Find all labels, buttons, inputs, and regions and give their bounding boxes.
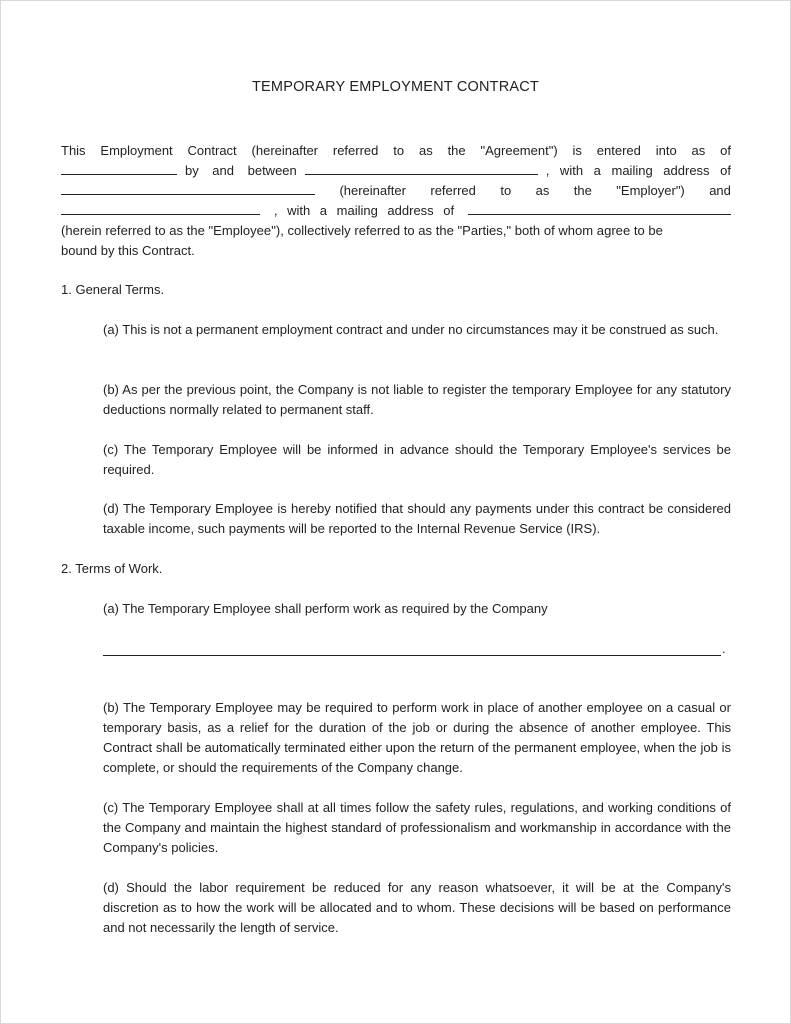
intro-line-3 bbox=[61, 181, 731, 201]
clause-2a: (a) The Temporary Employee shall perform work as required by the Company bbox=[103, 601, 548, 616]
work-description-period: . bbox=[722, 641, 726, 656]
intro-text: , with a mailing address of bbox=[545, 163, 731, 178]
intro-word: as bbox=[691, 143, 706, 158]
intro-word: the bbox=[447, 143, 466, 158]
intro-text: (herein referred to as the "Employee"), collectively referred to as the "Parties," both of whom agree to be bbox=[61, 223, 663, 238]
intro-word: and bbox=[709, 183, 731, 198]
intro-word: "Agreement") bbox=[480, 143, 558, 158]
clause-1d: (d) The Temporary Employee is hereby notified that should any payments under this contract be considered taxable income, such payments will be reported to the Internal Revenue Service (IRS). bbox=[103, 501, 731, 536]
employee-name-blank[interactable] bbox=[61, 201, 260, 215]
document-title: TEMPORARY EMPLOYMENT CONTRACT bbox=[252, 79, 539, 95]
section-heading-general-terms: 1. General Terms. bbox=[61, 282, 165, 297]
intro-line-6: bound by this Contract. bbox=[61, 243, 195, 258]
intro-word: referred bbox=[430, 183, 476, 198]
clause-2d: (d) Should the labor requirement be reduced for any reason whatsoever, it will be at the Company's discretion as to how the work will be allocated and to whom. These decisions will be based on performance and not necessarily the length of service. bbox=[103, 880, 731, 935]
employer-address-blank[interactable] bbox=[61, 181, 315, 195]
intro-word: This bbox=[61, 143, 86, 158]
intro-text: by and between bbox=[184, 163, 297, 178]
work-description-blank[interactable] bbox=[103, 641, 721, 656]
intro-line-2 bbox=[61, 161, 731, 181]
intro-word: (hereinafter bbox=[251, 143, 319, 158]
intro-word: Employment bbox=[100, 143, 173, 158]
intro-line-4 bbox=[61, 201, 731, 221]
intro-word: as bbox=[418, 143, 433, 158]
clause-1a: (a) This is not a permanent employment contract and under no circumstances may it be construed as such. bbox=[103, 322, 719, 337]
intro-word: "Employer") bbox=[616, 183, 685, 198]
date-blank[interactable] bbox=[61, 161, 177, 175]
clause-2b: (b) The Temporary Employee may be required to perform work in place of another employee on a casual or temporary basis, as a relief for the duration of the job or during the absence of another employee. This Contract shall be automatically terminated either upon the return of the permanent employee, when the job is complete, or should the requirements of the Company change. bbox=[103, 700, 731, 775]
intro-word: Contract bbox=[187, 143, 237, 158]
intro-text: , with a mailing address of bbox=[273, 203, 455, 218]
intro-word: referred bbox=[332, 143, 379, 158]
intro-word: to bbox=[393, 143, 405, 158]
intro-word: (hereinafter bbox=[339, 183, 406, 198]
intro-word: the bbox=[573, 183, 592, 198]
clause-2c: (c) The Temporary Employee shall at all times follow the safety rules, regulations, and working conditions of the Company and maintain the highest standard of professionalism and workmanship in accordance with the Company's policies. bbox=[103, 800, 731, 855]
intro-word: to bbox=[500, 183, 512, 198]
intro-word: entered bbox=[596, 143, 641, 158]
employee-address-blank[interactable] bbox=[468, 201, 731, 215]
employer-name-blank[interactable] bbox=[305, 161, 538, 175]
intro-word: as bbox=[535, 183, 550, 198]
intro-paragraph bbox=[61, 141, 731, 261]
intro-line-1 bbox=[61, 141, 731, 161]
intro-word: into bbox=[655, 143, 677, 158]
clause-1b: (b) As per the previous point, the Company is not liable to register the temporary Employee for any statutory deductions normally related to permanent staff. bbox=[103, 382, 731, 417]
intro-word: is bbox=[572, 143, 582, 158]
clause-1c: (c) The Temporary Employee will be informed in advance should the Temporary Employee's services be required. bbox=[103, 442, 731, 477]
intro-line-5 bbox=[61, 221, 731, 241]
intro-word: of bbox=[720, 143, 731, 158]
section-heading-terms-of-work: 2. Terms of Work. bbox=[61, 561, 163, 576]
